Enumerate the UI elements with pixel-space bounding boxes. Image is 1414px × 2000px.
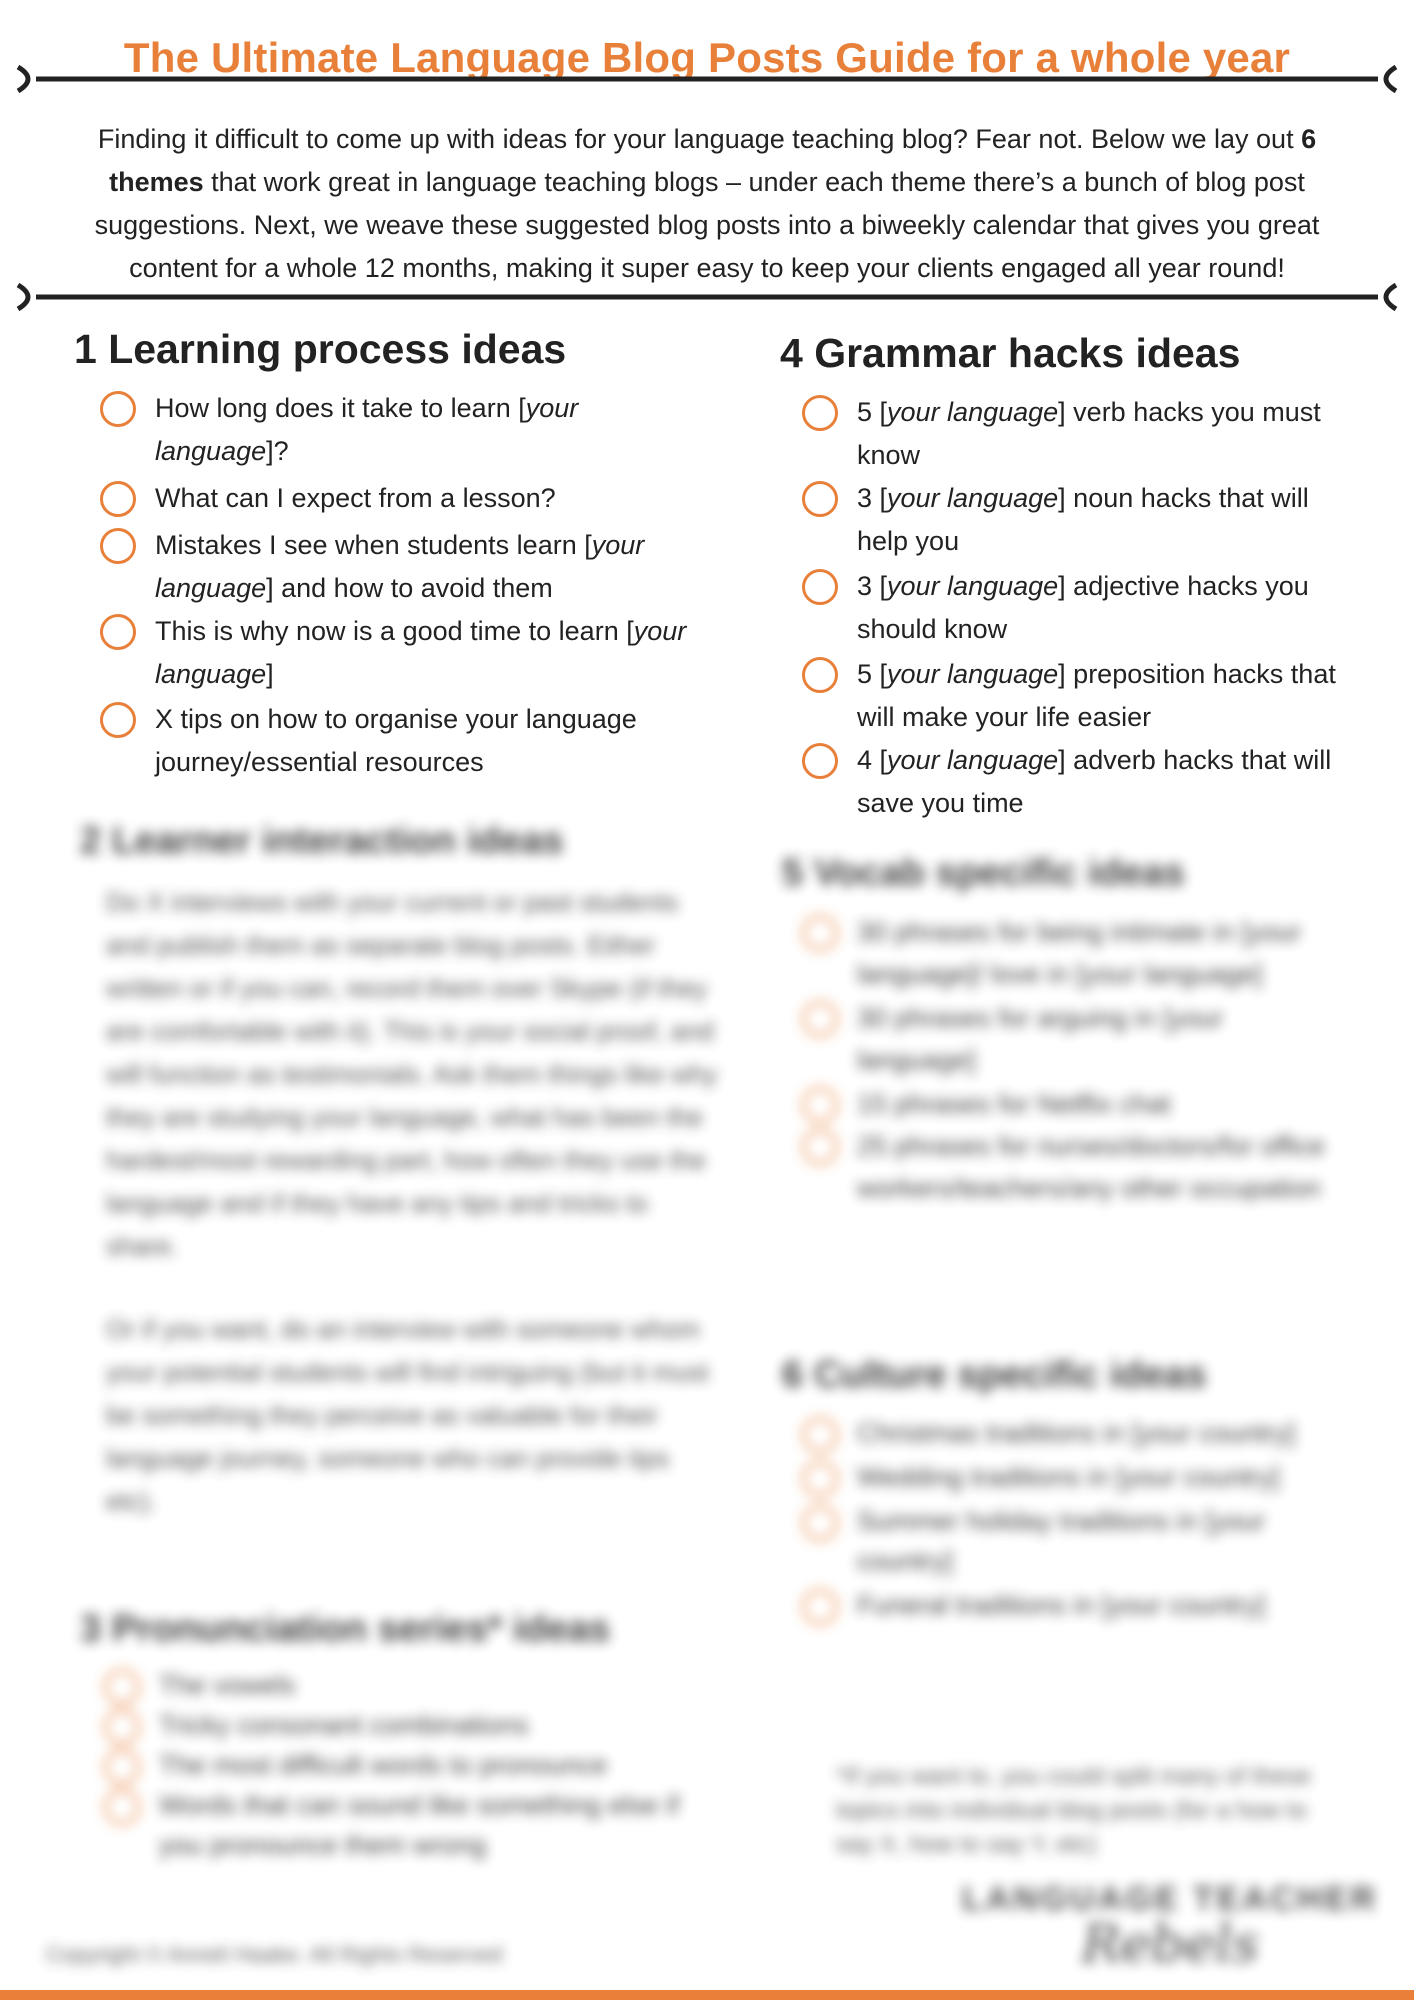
section-title: 3 Pronunciation series* ideas [80,1608,611,1650]
footnote [836,1760,1336,1862]
bottom-accent-bar [0,1990,1414,2000]
section-learning-process [74,326,694,784]
section-title: 2 Learner interaction ideas [80,820,564,862]
section-paragraph: Do X interviews with your current or past students and publish them as separate blog posts. Either written or if you can, record them over Skype (if they are comfortable with it). This is your social proof, and will function as testimonials. Ask them things like why they are studying your language, what has been the hardest/most rewarding part, how often they use the language and if they have any tips and tricks to share. [106,887,718,1261]
checklist [104,1665,720,1865]
list-item: Wedding traditions in [your country] [802,1457,1342,1497]
section-title: 5 Vocab specific ideas [782,852,1185,894]
checkbox-circle[interactable] [802,569,838,605]
checkbox-circle[interactable] [802,1001,838,1037]
section-culture [782,1354,1342,1625]
list-item: 5 [your language] verb hacks you must know [802,391,1340,477]
checklist [802,391,1340,825]
checkbox-circle[interactable] [104,1789,140,1825]
list-item: Funeral traditions in [your country] [802,1585,1342,1625]
checkbox-circle[interactable] [802,743,838,779]
list-item: 15 phrases for Netflix chat [802,1083,1342,1125]
checklist [802,911,1342,1209]
checkbox-circle[interactable] [802,481,838,517]
page-title: The Ultimate Language Blog Posts Guide for a whole year [123,34,1291,81]
intro-text-1: Finding it difficult to come up with ideas for your language teaching blog? Fear not. Below we lay out [97,124,1302,154]
list-item: The most difficult words to pronounce [104,1745,720,1785]
footnote-text: *If you want to, you could split many of these topics into individual blog posts (for a how to say X, how to say Y, etc) [836,1763,1311,1858]
section-title: 6 Culture specific ideas [782,1354,1207,1396]
intro-divider [14,282,1400,312]
top-divider [14,64,1400,94]
list-item: This is why now is a good time to learn [your language] [100,610,694,696]
checkbox-circle[interactable] [104,1709,140,1745]
section-vocab [782,852,1342,1209]
list-item: 3 [your language] adjective hacks you should know [802,565,1340,651]
checkbox-circle[interactable] [100,702,136,738]
checklist [100,387,694,784]
checkbox-circle[interactable] [802,1589,838,1625]
section-title: 1 Learning process ideas [74,326,567,372]
list-item: 5 [your language] preposition hacks that will make your life easier [802,653,1340,739]
list-item: Mistakes I see when students learn [your language] and how to avoid them [100,524,694,610]
list-item: 25 phrases for nurses/doctors/for office workers/teachers/any other occupation [802,1125,1342,1209]
section-learner-interaction [80,820,720,1523]
section-paragraph: Or if you want, do an interview with someone whom your potential students will find intriguing (but it must be something they perceive as valuable for their language journey, someone who can provide tips etc). [106,1314,709,1516]
list-item: 30 phrases for arguing in [your language] [802,997,1342,1081]
checkbox-circle[interactable] [100,528,136,564]
checklist [802,1413,1342,1625]
checkbox-circle[interactable] [100,391,136,427]
checkbox-circle[interactable] [802,395,838,431]
brand-name: LANGUAGE TEACHER [961,1880,1379,1918]
checkbox-circle[interactable] [802,1417,838,1453]
list-item: Summer holiday traditions in [your country] [802,1501,1342,1581]
copyright-text: Copyright © Anneli Haake. All Rights Reserved [46,1942,503,1967]
list-item: Christmas traditions in [your country] [802,1413,1342,1453]
section-grammar-hacks [780,330,1340,825]
checkbox-circle[interactable] [802,1087,838,1123]
list-item: How long does it take to learn [your language]? [100,387,694,473]
section-pronunciation [80,1608,720,1865]
list-item: 30 phrases for being intimate in [your language]/ love in [your language] [802,911,1342,995]
checkbox-circle[interactable] [100,481,136,517]
brand-logo [960,1880,1380,1975]
checkbox-circle[interactable] [802,1505,838,1541]
checkbox-circle[interactable] [802,1461,838,1497]
intro-paragraph [52,118,1362,290]
checkbox-circle[interactable] [802,657,838,693]
intro-bold-themes: 6 themes [109,124,1317,197]
section-title: 4 Grammar hacks ideas [780,330,1241,376]
checkbox-circle[interactable] [104,1749,140,1785]
list-item: The vowels [104,1665,720,1705]
list-item: X tips on how to organise your language journey/essential resources [100,698,694,784]
checkbox-circle[interactable] [100,614,136,650]
list-item: 4 [your language] adverb hacks that will save you time [802,739,1340,825]
list-item: What can I expect from a lesson? [100,477,694,520]
checkbox-circle[interactable] [802,1129,838,1165]
list-item: Words that can sound like something else if you pronounce them wrong [104,1785,720,1865]
list-item: 3 [your language] noun hacks that will help you [802,477,1340,563]
list-item: Tricky consonant combinations [104,1705,720,1745]
brand-signature: Rebels [1081,1915,1259,1975]
checkbox-circle[interactable] [802,915,838,951]
checkbox-circle[interactable] [104,1669,140,1705]
intro-text-2: that work great in language teaching blogs – under each theme there’s a bunch of blog post suggestions. Next, we weave these suggested blog posts into a biweekly calendar that gives you great content for a whole 12 months, making it super easy to keep your clients engaged all year round! [94,167,1320,283]
